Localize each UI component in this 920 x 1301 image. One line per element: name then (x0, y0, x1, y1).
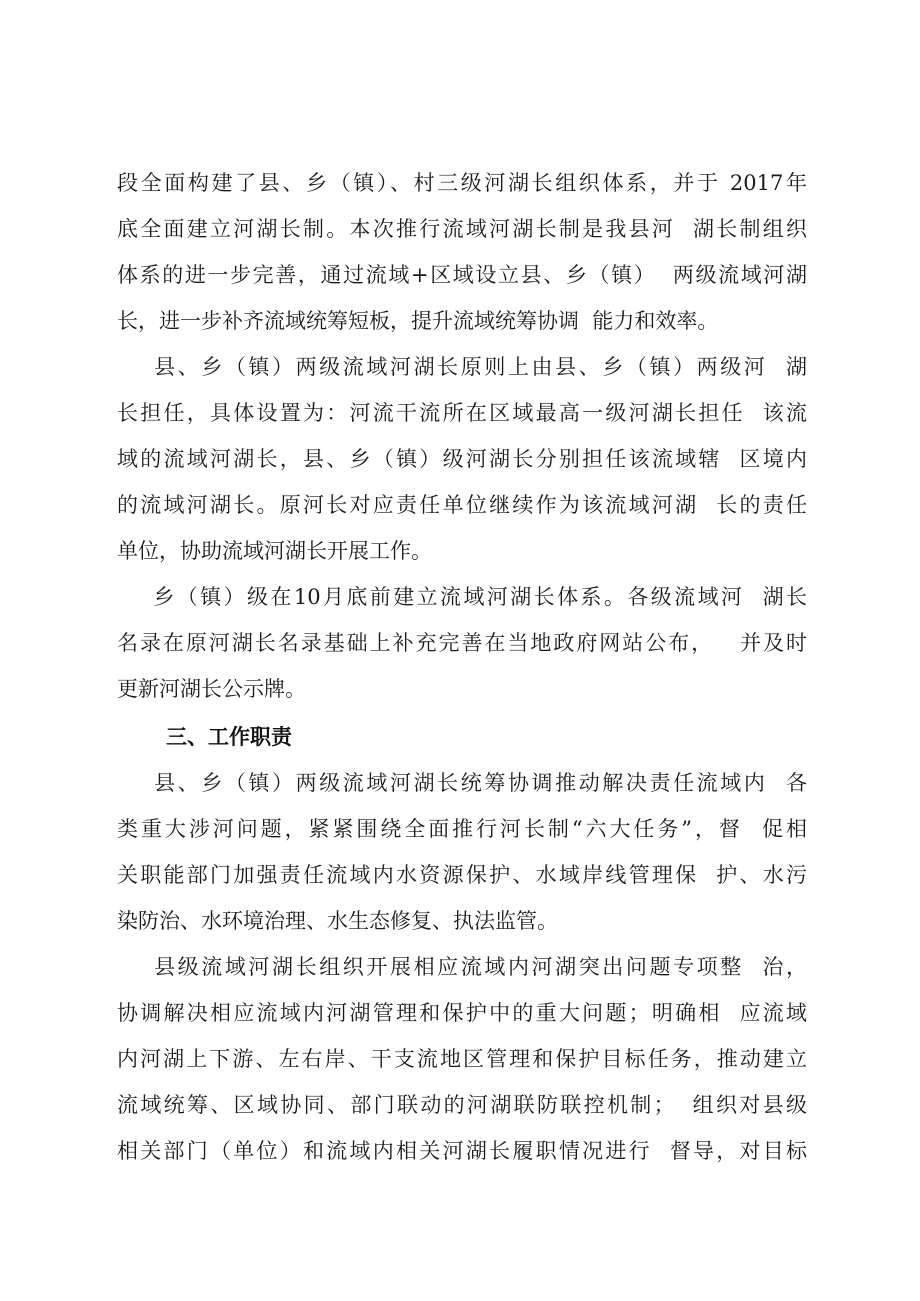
paragraph-2-line-5: 单位，协助流域河湖长开展工作。 (117, 539, 432, 563)
paragraph-5-line-3: 内河湖上下游、左右岸、干支流地区管理和保护目标任务，推动建立 (117, 1047, 807, 1071)
paragraph-1-line-3: 体系的进一步完善，通过流域+区域设立县、乡（镇） 两级流域河湖 (117, 263, 807, 287)
paragraph-3-line-3: 更新河湖长公示牌。 (117, 677, 306, 701)
paragraph-4-line-3: 关职能部门加强责任流域内水资源保护、水域岸线管理保 护、水污 (117, 863, 807, 887)
section-heading: 三、工作职责 (166, 725, 292, 749)
paragraph-1-line-4: 长，进一步补齐流域统筹短板，提升流域统筹协调 能力和效率。 (117, 309, 719, 333)
paragraph-5-line-5: 相关部门（单位）和流域内相关河湖长履职情况进行 督导，对目标 (117, 1139, 807, 1163)
paragraph-5-line-2: 协调解决相应流域内河湖管理和保护中的重大问题；明确相 应流域 (117, 1001, 807, 1025)
paragraph-4-line-2: 类重大涉河问题，紧紧围绕全面推行河长制“六大任务”，督 促相 (117, 817, 807, 841)
paragraph-2-line-4: 的流域河湖长。原河长对应责任单位继续作为该流域河湖 长的责任 (117, 493, 807, 517)
paragraph-2-line-2: 长担任，具体设置为：河流干流所在区域最高一级河湖长担任 该流 (117, 401, 807, 425)
paragraph-3-line-1: 乡（镇）级在10月底前建立流域河湖长体系。各级流域河 湖长 (117, 585, 807, 609)
paragraph-2-line-3: 域的流域河湖长，县、乡（镇）级河湖长分别担任该流域辖 区境内 (117, 447, 807, 471)
paragraph-3-line-2: 名录在原河湖长名录基础上补充完善在当地政府网站公布， 并及时 (117, 631, 807, 655)
paragraph-1-line-1: 段全面构建了县、乡（镇）、村三级河湖长组织体系，并于 2017年 (117, 171, 807, 195)
paragraph-2-line-1: 县、乡（镇）两级流域河湖长原则上由县、乡（镇）两级河 湖 (117, 355, 807, 379)
paragraph-4-line-1: 县、乡（镇）两级流域河湖长统筹协调推动解决责任流域内 各 (117, 771, 807, 795)
paragraph-1-line-2: 底全面建立河湖长制。本次推行流域河湖长制是我县河 湖长制组织 (117, 217, 807, 241)
paragraph-5-line-1: 县级流域河湖长组织开展相应流域内河湖突出问题专项整 治， (117, 955, 807, 979)
paragraph-4-line-4: 染防治、水环境治理、水生态修复、执法监管。 (117, 909, 558, 933)
paragraph-5-line-4: 流域统筹、区域协同、部门联动的河湖联防联控机制； 组织对县级 (117, 1093, 807, 1117)
